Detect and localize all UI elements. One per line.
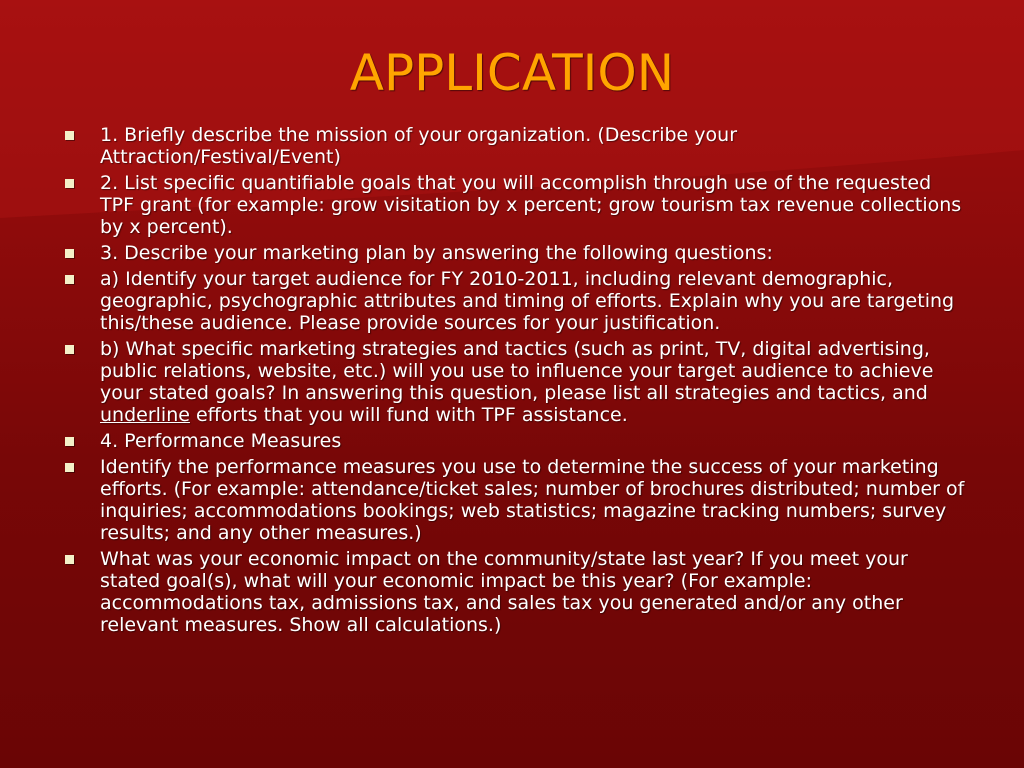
bullet-item <box>58 548 966 636</box>
bullet-list <box>58 124 966 640</box>
square-bullet-icon <box>65 131 74 140</box>
slide-title: APPLICATION <box>349 44 675 102</box>
bullet-item <box>58 338 966 426</box>
bullet-item <box>58 172 966 238</box>
bullet-text: Identify the performance measures you use to determine the success of your marketing efforts. (For example: attendance/ticket sales; number of brochures distributed; number of inquiries; accommodations bookings; web statistics; magazine tracking numbers; survey results; and any other measures.) <box>100 456 965 544</box>
bullet-text-after: efforts that you will fund with TPF assistance. <box>189 404 628 426</box>
bullet-text: 2. List specific quantifiable goals that you will accomplish through use of the requested TPF grant (for example: grow visitation by x percent; grow tourism tax revenue collections by x percent). <box>100 172 962 238</box>
bullet-text: a) Identify your target audience for FY 2010-2011, including relevant demographic, geographic, psychographic attributes and timing of efforts. Explain why you are targeting this/these audience. Please provide sources for your justification. <box>100 268 955 334</box>
bullet-text: 1. Briefly describe the mission of your organization. (Describe your Attraction/Festival/Event) <box>100 124 738 168</box>
square-bullet-icon <box>65 345 74 354</box>
square-bullet-icon <box>65 437 74 446</box>
square-bullet-icon <box>65 275 74 284</box>
underlined-word: underline <box>100 404 190 426</box>
square-bullet-icon <box>65 463 74 472</box>
bullet-text: 4. Performance Measures <box>100 430 342 452</box>
bullet-item <box>58 456 966 544</box>
bullet-item <box>58 268 966 334</box>
square-bullet-icon <box>65 249 74 258</box>
bullet-text: 3. Describe your marketing plan by answering the following questions: <box>100 242 773 264</box>
bullet-item <box>58 124 966 168</box>
bullet-item <box>58 242 966 264</box>
bullet-item <box>58 430 966 452</box>
square-bullet-icon <box>65 555 74 564</box>
bullet-text <box>100 338 933 426</box>
bullet-text-before: b) What specific marketing strategies and tactics (such as print, TV, digital advertising, public relations, website, etc.) will you use to influence your target audience to achieve your stated goals? In answering this question, please list all strategies and tactics, and <box>100 338 934 404</box>
square-bullet-icon <box>65 179 74 188</box>
bullet-text: What was your economic impact on the community/state last year? If you meet your stated goal(s), what will your economic impact be this year? (For example: accommodations tax, admissions tax, and sales tax you generated and/or any other relevant measures. Show all calculations.) <box>100 548 908 636</box>
